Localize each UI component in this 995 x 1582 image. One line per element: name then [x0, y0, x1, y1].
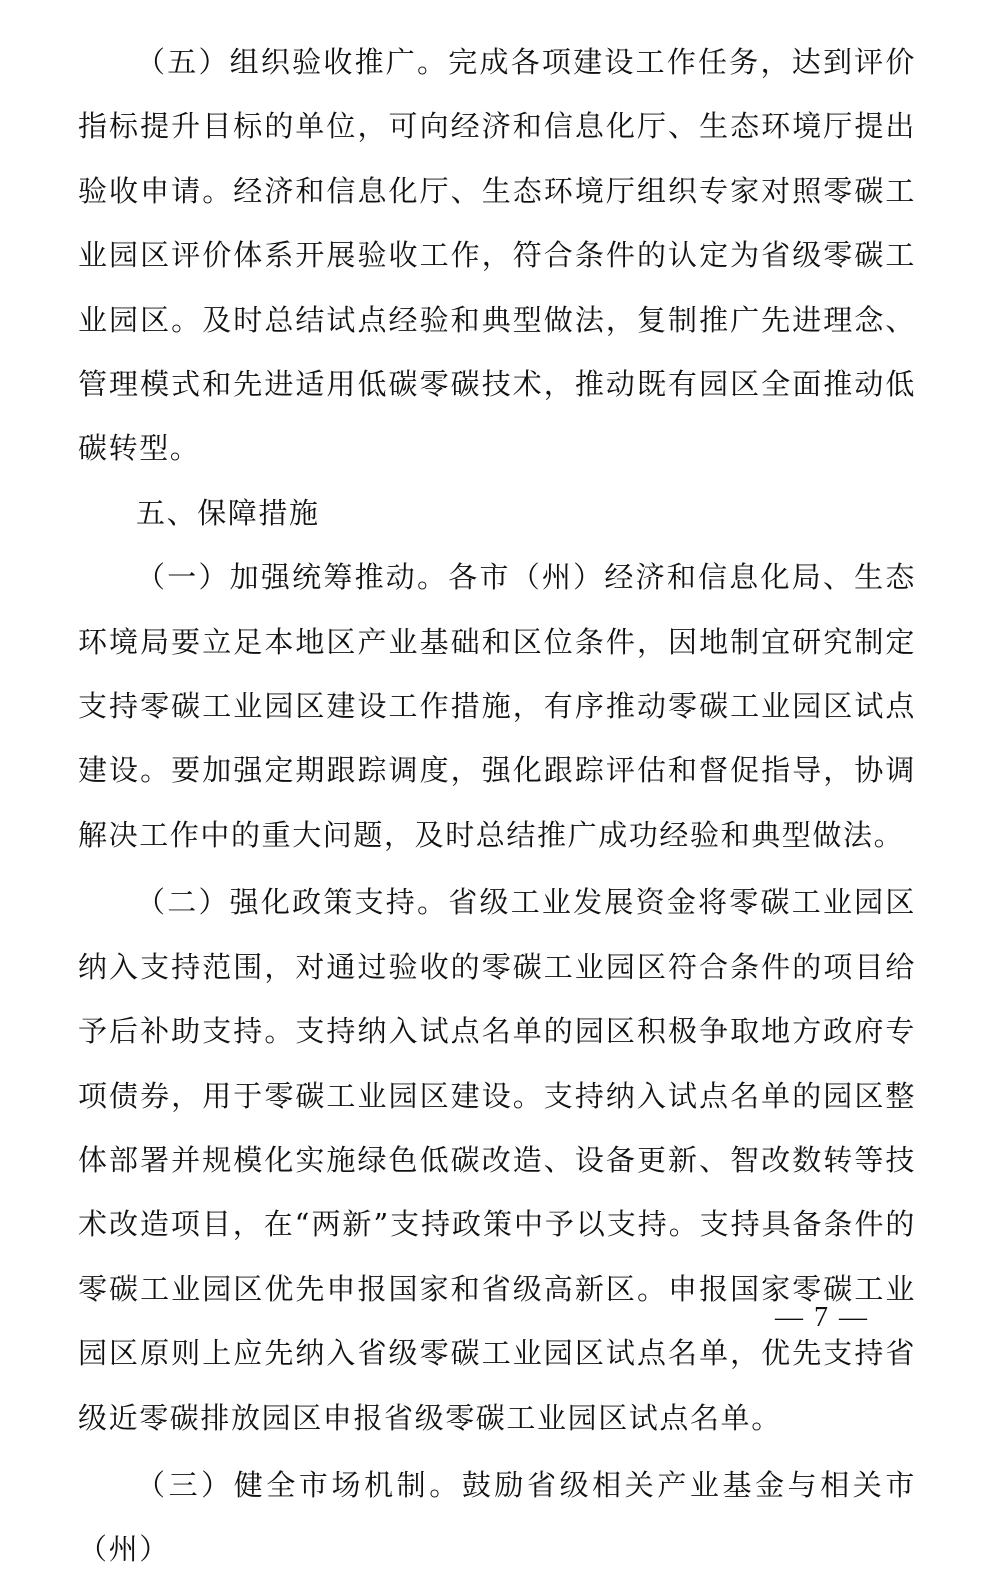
- paragraph-text: 。各市（州）经济和信息化局、生态环境局要立足本地区产业基础和区位条件，因地制宜研究制定支持零碳工业园区建设工作措施，有序推动零碳工业园区试点建设。要加强定期跟踪调度，强化跟踪评估和督促指导，协调解决工作中的重大问题，及时总结推广成功经验和典型做法。: [78, 560, 916, 852]
- paragraph-lead: （一）加强统筹推动: [136, 560, 418, 595]
- section-heading: 五、保障措施: [136, 495, 320, 530]
- paragraph-organize-acceptance: [78, 30, 916, 481]
- document-page: [78, 30, 916, 1582]
- paragraph-lead: （三）健全市场机制: [136, 1467, 430, 1502]
- paragraph-text: 。省级工业发展资金将零碳工业园区纳入支持范围，对通过验收的零碳工业园区符合条件的项目给予后补助支持。支持纳入试点名单的园区积极争取地方政府专项债券，用于零碳工业园区建设。支持纳入试点名单的园区整体部署并规模化实施绿色低碳改造、设备更新、智改数转等技术改造项目，在“两新”支持政策中予以支持。支持具备条件的零碳工业园区优先申报国家和省级高新区。申报国家零碳工业园区原则上应先纳入省级零碳工业园区试点名单，优先支持省级近零碳排放园区申报省级零碳工业园区试点名单。: [78, 885, 916, 1435]
- paragraph-lead: （五）组织验收推广: [136, 45, 418, 79]
- paragraph-policy-support: [78, 870, 916, 1450]
- paragraph-coordination: [78, 545, 916, 867]
- paragraph-text: 。鼓励省级相关产业基金与相关市（州）: [78, 1467, 916, 1567]
- paragraph-text: 。完成各项建设工作任务，达到评价指标提升目标的单位，可向经济和信息化厅、生态环境厅提出验收申请。经济和信息化厅、生态环境厅组织专家对照零碳工业园区评价体系开展验收工作，符合条件的认定为省级零碳工业园区。及时总结试点经验和典型做法，复制推广先进理念、管理模式和先进适用低碳零碳技术，推动既有园区全面推动低碳转型。: [78, 45, 916, 466]
- paragraph-market-mechanism: [78, 1453, 916, 1582]
- paragraph-lead: （二）强化政策支持: [136, 885, 418, 920]
- page-number: — 7 —: [775, 1302, 869, 1333]
